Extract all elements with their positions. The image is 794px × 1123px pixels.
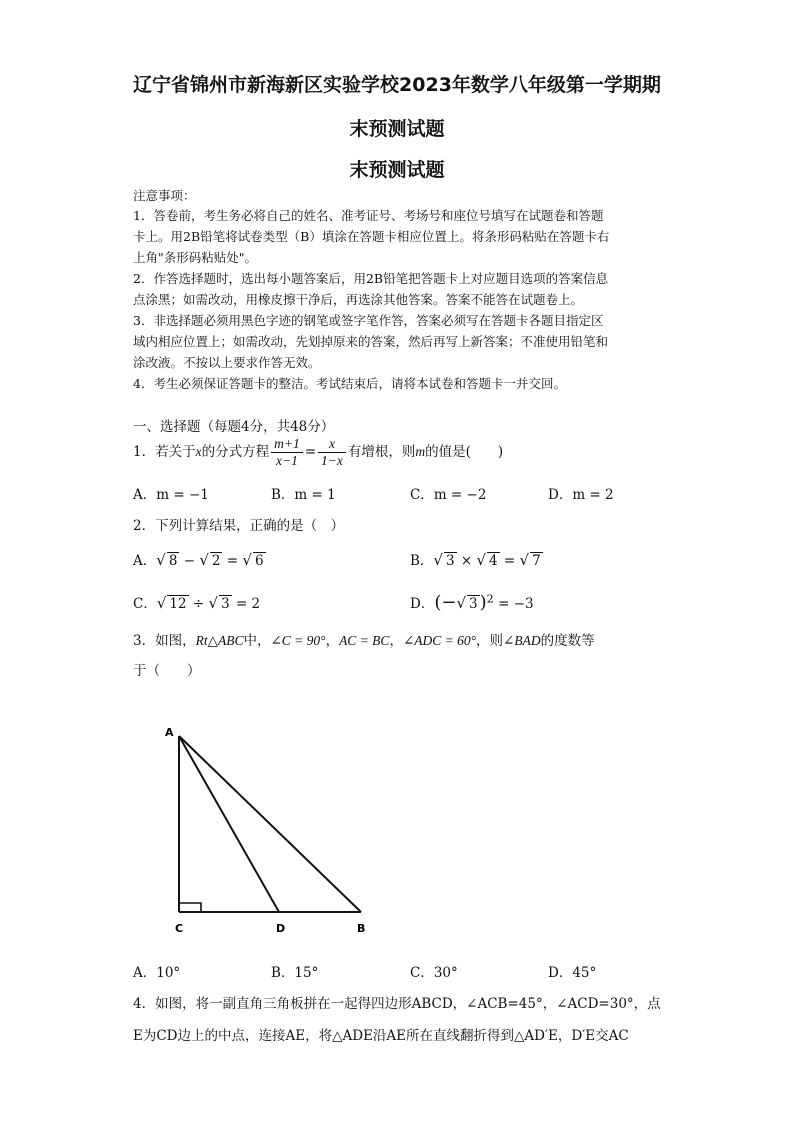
- q1-fraction-left: $\frac{m+1}{x-1}$: [271, 436, 303, 469]
- q3-option-a[interactable]: A．10°: [133, 965, 181, 981]
- question-4-line1: 4．如图，将一副直角三角板拼在一起得四边形ABCD，∠ACB=45°，∠ACD=30°，点: [133, 996, 661, 1012]
- q2-option-d[interactable]: D．(−√ 3 )$^2$ = −3: [410, 592, 534, 613]
- q1-mid: 的分式方程: [201, 444, 270, 460]
- section-heading: 一、选择题（每题4分，共48分）: [133, 419, 335, 435]
- q1-suffix-a: 有增根，则: [347, 444, 416, 460]
- segment-ab: [179, 736, 361, 912]
- notes-heading: 注意事项：: [133, 188, 196, 203]
- q2-option-a[interactable]: A．√ 8 − √ 2 = √ 6: [133, 551, 264, 569]
- q3-option-b[interactable]: B．15°: [271, 965, 319, 981]
- q1-prefix: 1．若关于: [133, 444, 196, 460]
- notes-line: 域内相应位置上；如需改动，先划掉原来的答案，然后再写上新答案；不准使用铅笔和: [133, 334, 609, 349]
- label-b: B: [357, 922, 366, 935]
- q1-suffix-b: 的值是( ): [425, 444, 504, 460]
- q1-option-d[interactable]: D．m = 2: [548, 487, 614, 503]
- page-title-line1: 辽宁省锦州市新海新区实验学校2023年数学八年级第一学期期: [133, 74, 661, 96]
- q1-var2: m: [415, 444, 426, 459]
- question-4-line2: E为CD边上的中点，连接AE，将△ADE沿AE所在直线翻折得到△AD′E，D′E交AC: [133, 1028, 629, 1044]
- right-angle-mark: [179, 903, 201, 912]
- notes-line: 涂改液。不按以上要求作答无效。: [133, 355, 321, 370]
- q2-option-c[interactable]: C．√ 12 ÷ √ 3 = 2: [133, 594, 261, 612]
- notes-line: 点涂黑；如需改动，用橡皮擦干净后，再选涂其他答案。答案不能答在试题卷上。: [133, 292, 584, 307]
- notes-line: 卡上。用2B铅笔将试卷类型（B）填涂在答题卡相应位置上。将条形码粘贴在答题卡右: [133, 229, 610, 244]
- segment-ad: [179, 736, 279, 912]
- label-a: A: [165, 726, 174, 739]
- question-2: 2．下列计算结果，正确的是（ ）: [133, 518, 345, 534]
- q1-option-b[interactable]: B．m = 1: [271, 487, 336, 503]
- question-1: [133, 436, 503, 469]
- triangle-figure: [155, 720, 385, 945]
- notes-line: 上角"条形码粘贴处"。: [133, 250, 257, 265]
- page-title-line3: 末预测试题: [349, 159, 445, 181]
- notes-line: 3．非选择题必须用黑色字迹的钢笔或签字笔作答，答案必须写在答题卡各题目指定区: [133, 313, 604, 328]
- q1-option-c[interactable]: C．m = −2: [410, 487, 487, 503]
- q1-fraction-right: $\frac{x}{1-x}$: [318, 436, 346, 469]
- notes-line: 1．答卷前，考生务必将自己的姓名、准考证号、考场号和座位号填写在试题卷和答题: [133, 208, 604, 223]
- label-d: D: [276, 922, 286, 935]
- q2-option-b[interactable]: B．√ 3 × √ 4 = √ 7: [410, 551, 541, 569]
- notes-line: 4．考生必须保证答题卡的整洁。考试结束后，请将本试卷和答题卡一并交回。: [133, 376, 566, 391]
- question-3-line2: 于（ ）: [133, 663, 201, 679]
- notes-line: 2．作答选择题时，选出每小题答案后，用2B铅笔把答题卡上对应题目选项的答案信息: [133, 271, 609, 286]
- q3-option-d[interactable]: D．45°: [548, 965, 597, 981]
- q1-equals: =: [304, 444, 317, 460]
- q3-option-c[interactable]: C．30°: [410, 965, 458, 981]
- q1-option-a[interactable]: A．m = −1: [133, 487, 209, 503]
- q1-var: x: [195, 444, 202, 459]
- question-3-line1: 3．如图，Rt△ABC中，∠C = 90°，AC = BC，∠ADC = 60°，则∠BAD的度数等: [133, 633, 595, 649]
- label-c: C: [175, 922, 184, 935]
- page-title-line2: 末预测试题: [349, 118, 445, 140]
